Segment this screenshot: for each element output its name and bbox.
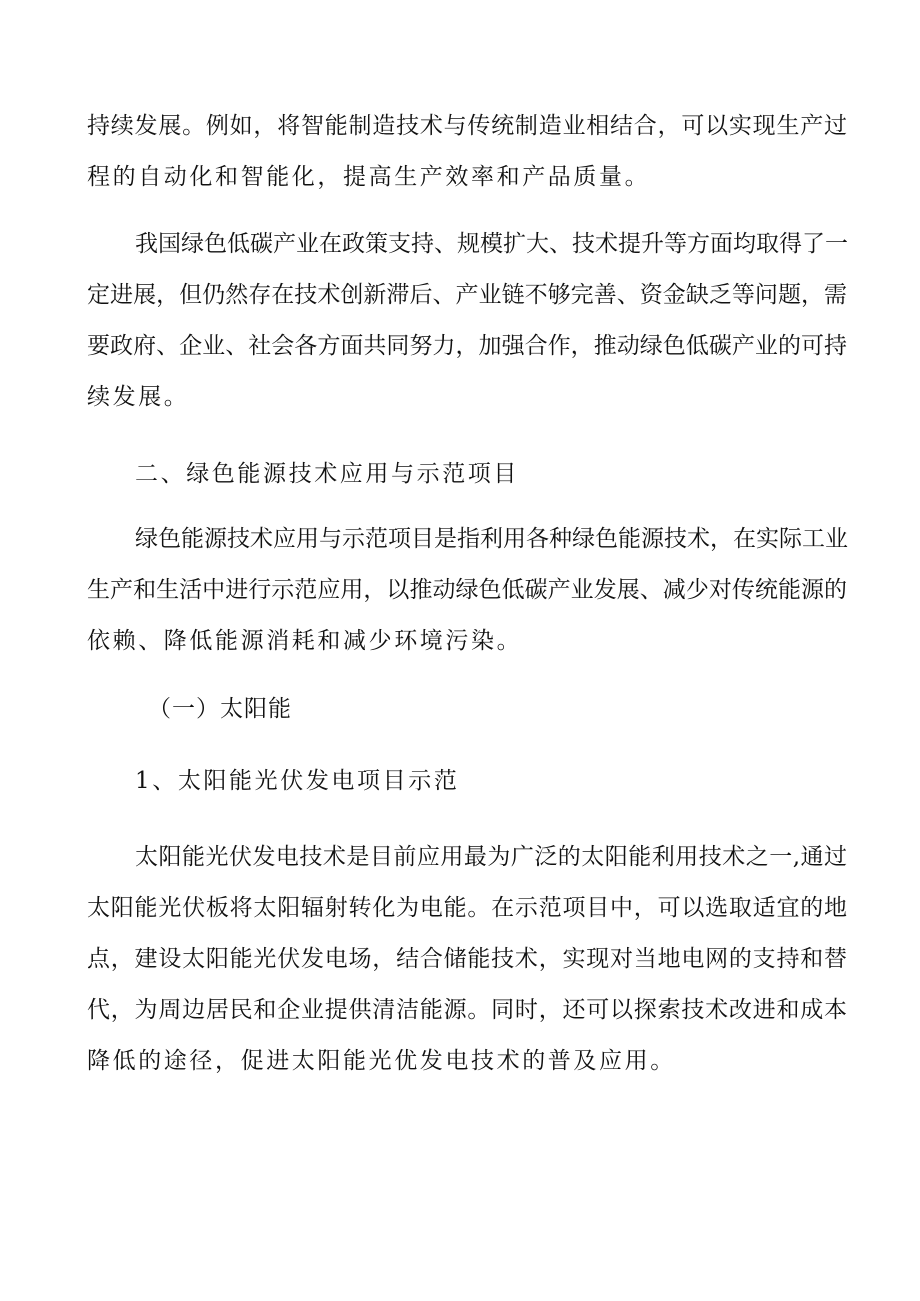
paragraph-line: 代，为周边居民和企业提供清洁能源。同时，还可以探索技术改进和成本 [87,997,847,1023]
paragraph-line: 我国绿色低碳产业在政策支持、规模扩大、技术提升等方面均取得了一 [135,231,848,257]
item-heading: 1、太阳能光伏发电项目示范 [135,768,460,794]
paragraph-line: 程的自动化和智能化，提高生产效率和产品质量。 [87,164,651,190]
paragraph-line: 依赖、降低能源消耗和减少环境污染。 [87,628,523,654]
paragraph-line: 要政府、企业、社会各方面共同努力，加强合作，推动绿色低碳产业的可持 [87,333,847,359]
paragraph-line: 绿色能源技术应用与示范项目是指利用各种绿色能源技术，在实际工业 [135,526,848,552]
paragraph-line: 续发展。 [87,384,190,410]
paragraph-line: 降低的途径，促进太阳能光优发电技术的普及应用。 [87,1048,676,1074]
paragraph-line: 定进展，但仍然存在技术创新滞后、产业链不够完善、资金缺乏等问题，需 [87,282,847,308]
paragraph-line: 太阳能光伏发电技术是目前应用最为广泛的太阳能利用技术之一,通过 [135,844,847,870]
subsection-heading: （一）太阳能 [148,696,292,722]
section-heading: 二、绿色能源技术应用与示范项目 [135,461,519,487]
paragraph-line: 生产和生活中进行示范应用，以推动绿色低碳产业发展、减少对传统能源的 [87,577,847,603]
paragraph-line: 太阳能光伏板将太阳辐射转化为电能。在示范项目中，可以选取适宜的地 [87,895,847,921]
paragraph-line: 持续发展。例如，将智能制造技术与传统制造业相结合，可以实现生产过 [87,113,847,139]
paragraph-line: 点，建设太阳能光伏发电场，结合储能技术，实现对当地电网的支持和替 [87,946,847,972]
